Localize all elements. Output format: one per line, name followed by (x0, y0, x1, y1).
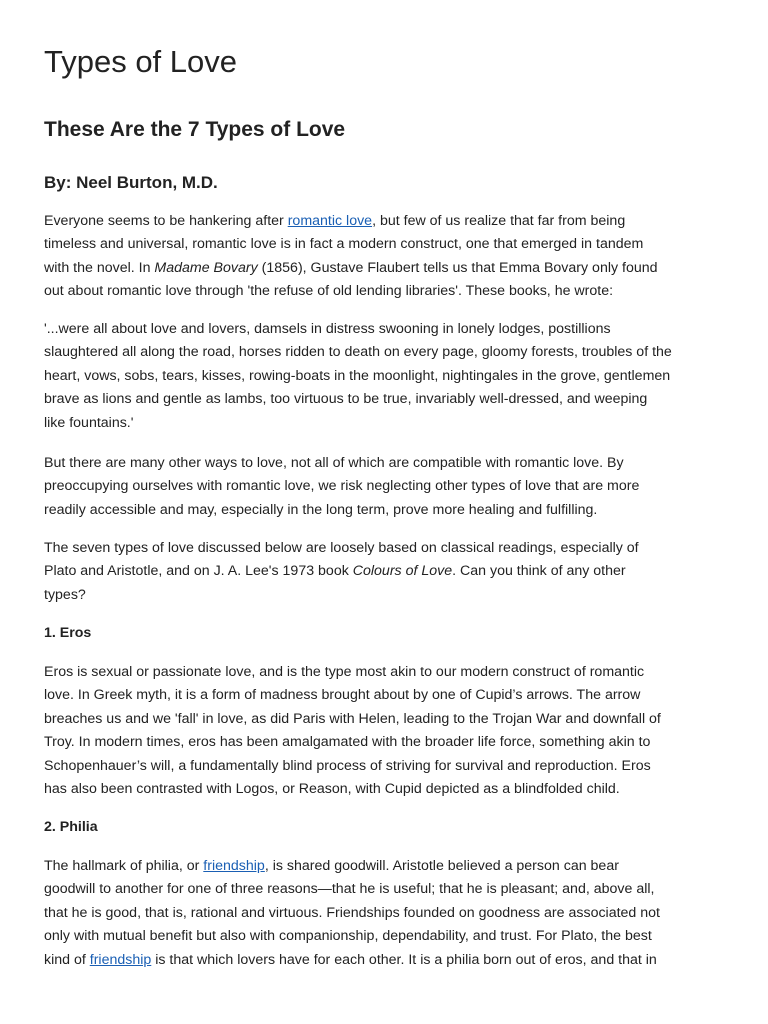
book-title-madame-bovary: Madame Bovary (154, 259, 258, 276)
romantic-love-link[interactable]: romantic love (287, 213, 373, 229)
eros-paragraph: Eros is sexual or passionate love, and is the type most akin to our modern construct of romantic love. In Greek myth, it is a form of madness brought about by one of Cupid’s arrows. The arrow breaches us and we 'fall' in love, as did Paris with Helen, leading to the Trojan War and downfall of Troy. In modern times, eros has been amalgamated with the broader life force, something akin to Schopenhauer’s will, a fundamentally blind process of striving for survival and reproduction. Eros has also been contrasted with Logos, or Reason, with Cupid depicted as a blindfolded child. (44, 664, 661, 798)
section-heading-eros: 1. Eros (44, 625, 92, 641)
page-title: Types of Love (44, 44, 238, 79)
other-ways-paragraph: But there are many other ways to love, not all of which are compatible with romantic love. By preoccupying ourselves with romantic love, we risk neglecting other types of love that are more readily accessible and may, especially in the long term, prove more healing and fulfilling. (44, 455, 640, 518)
author-byline: By: Neel Burton, M.D. (44, 173, 218, 192)
intro-paragraph: Everyone seems to be hankering after romantic love, but few of us realize that far from being timeless and universal, romantic love is in fact a modern construct, one that emerged in tandem with the novel. In Madame Bovary (1856), Gustave Flaubert tells us that Emma Bovary only found out about romantic love through 'the refuse of old lending libraries'. These books, he wrote: (44, 213, 658, 300)
philia-paragraph: The hallmark of philia, or friendship, is shared goodwill. Aristotle believed a person can bear goodwill to another for one of three reasons—that he is useful; that he is pleasant; and, above all, that he is good, that is, rational and virtuous. Friendships founded on goodness are associated not only with mutual benefit but also with companionship, dependability, and trust. For Plato, the best kind of friendship is that which lovers have for each other. It is a philia born out of eros, and that in (44, 858, 660, 968)
friendship-link-2[interactable]: friendship (89, 951, 152, 968)
seven-types-paragraph: The seven types of love discussed below are loosely based on classical readings, especially of Plato and Aristotle, and on J. A. Lee's 1973 book Colours of Love. Can you think of any other types? (44, 540, 639, 603)
friendship-link[interactable]: friendship (203, 858, 265, 874)
quote-paragraph: '...were all about love and lovers, damsels in distress swooning in lonely lodges, postillions slaughtered all along the road, horses ridden to death on every page, gloomy forests, troubles of the heart, vows, sobs, tears, kisses, rowing-boats in the moonlight, nightingales in the grove, gentlemen brave as lions and gentle as lambs, too virtuous to be true, invariably well-dressed, and weeping like fountains.' (44, 321, 672, 431)
book-title-colours-of-love: Colours of Love (352, 563, 453, 580)
section-heading-philia: 2. Philia (44, 819, 98, 835)
article-subtitle: These Are the 7 Types of Love (44, 118, 346, 141)
